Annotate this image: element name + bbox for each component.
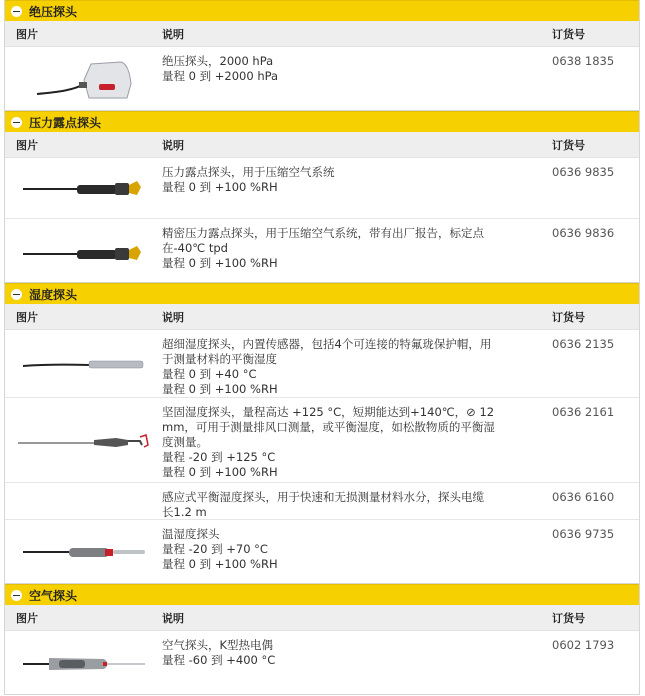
description-line: mm，可用于测量排风口测量，或平衡湿度，如松散物质的平衡湿	[162, 420, 495, 434]
order-number: 0602 1793	[552, 638, 615, 652]
description-line: 精密压力露点探头，用于压缩空气系统，带有出厂报告，标定点	[162, 226, 484, 240]
description-line: 坚固湿度探头，量程高达 +125 °C，短期能达到+140℃，⊘ 12	[162, 405, 495, 419]
order-number: 0636 9836	[552, 226, 615, 240]
section-humidity-probe	[4, 283, 640, 584]
table-row	[5, 520, 639, 583]
dewpoint-probe-image	[19, 173, 149, 203]
section-pressure-dewpoint-probe	[4, 111, 640, 283]
description-line: 度测量。	[162, 435, 208, 449]
product-image	[5, 398, 162, 482]
description-line: 绝压探头，2000 hPa	[162, 54, 274, 68]
description-line: 在-40℃ tpd	[162, 241, 228, 255]
description	[162, 520, 542, 583]
table-header	[5, 304, 639, 330]
description-line: 超细湿度探头，内置传感器，包括4个可连接的特氟珑保护帽，用	[162, 337, 492, 351]
col-desc-header: 说明	[162, 138, 184, 152]
description-line: 量程 0 到 +100 %RH	[162, 180, 278, 194]
order-number: 0636 6160	[552, 490, 615, 504]
table-header	[5, 21, 639, 47]
product-image	[5, 520, 162, 583]
product-image	[5, 631, 162, 694]
precision-dewpoint-probe-image	[19, 236, 149, 266]
table-row	[5, 398, 639, 483]
description-line: 感应式平衡湿度探头，用于快速和无损测量材料水分，探头电缆	[162, 490, 484, 504]
order-number: 0636 2135	[552, 337, 615, 351]
table-header	[5, 605, 639, 631]
description-line: 温湿度探头	[162, 527, 220, 541]
product-image	[5, 47, 162, 110]
table-row	[5, 219, 639, 282]
product-image	[5, 219, 162, 282]
description-line: 空气探头，K型热电偶	[162, 638, 274, 652]
description-line: 长1.2 m	[162, 505, 207, 519]
col-desc-header: 说明	[162, 27, 184, 41]
description-line: 量程 0 到 +100 %RH	[162, 256, 278, 270]
table-row	[5, 631, 639, 694]
order-number: 0636 9835	[552, 165, 615, 179]
col-desc-header: 说明	[162, 611, 184, 625]
collapse-icon[interactable]	[11, 6, 22, 17]
section-absolute-pressure-probe	[4, 0, 640, 111]
description-line: 量程 0 到 +100 %RH	[162, 557, 278, 571]
description-line: 量程 0 到 +40 °C	[162, 367, 257, 381]
description	[162, 398, 542, 482]
description	[162, 47, 542, 110]
description-line: 量程 0 到 +100 %RH	[162, 465, 278, 479]
description-line: 量程 0 到 +2000 hPa	[162, 69, 279, 83]
col-desc-header: 说明	[162, 310, 184, 324]
col-order-header: 订货号	[552, 27, 585, 41]
description-line: 于测量材料的平衡湿度	[162, 352, 277, 366]
collapse-icon[interactable]	[11, 117, 22, 128]
col-order-header: 订货号	[552, 310, 585, 324]
product-image	[5, 158, 162, 218]
description-line: 量程 -60 到 +400 °C	[162, 653, 276, 667]
col-image-header: 图片	[16, 27, 38, 41]
description	[162, 330, 542, 397]
section-header[interactable]	[5, 283, 639, 304]
col-order-header: 订货号	[552, 611, 585, 625]
table-header	[5, 132, 639, 158]
temp-humidity-probe-image	[19, 540, 149, 564]
section-air-probe	[4, 584, 640, 695]
order-number: 0636 9735	[552, 527, 615, 541]
order-number: 0636 2161	[552, 405, 615, 419]
description-line: 量程 -20 到 +70 °C	[162, 542, 268, 556]
section-title: 绝压探头	[29, 4, 78, 19]
description-line: 压力露点探头，用于压缩空气系统	[162, 165, 335, 179]
collapse-icon[interactable]	[11, 289, 22, 300]
table-row	[5, 158, 639, 219]
absolute-pressure-probe-image	[29, 54, 139, 104]
product-image	[5, 483, 162, 519]
description	[162, 631, 542, 694]
col-image-header: 图片	[16, 611, 38, 625]
description	[162, 483, 542, 519]
section-header[interactable]	[5, 0, 639, 21]
product-image	[5, 330, 162, 397]
section-title: 压力露点探头	[29, 115, 102, 130]
description-line: 量程 -20 到 +125 °C	[162, 450, 276, 464]
description	[162, 219, 542, 282]
section-header[interactable]	[5, 584, 639, 605]
section-header[interactable]	[5, 111, 639, 132]
col-order-header: 订货号	[552, 138, 585, 152]
slim-humidity-probe-image	[19, 352, 149, 376]
collapse-icon[interactable]	[11, 590, 22, 601]
description	[162, 158, 542, 218]
air-probe-image	[19, 648, 149, 678]
description-line: 量程 0 到 +100 %RH	[162, 382, 278, 396]
order-number: 0638 1835	[552, 54, 615, 68]
robust-humidity-probe-image	[16, 425, 152, 455]
section-title: 湿度探头	[29, 287, 78, 302]
col-image-header: 图片	[16, 310, 38, 324]
section-title: 空气探头	[29, 588, 78, 603]
table-row	[5, 47, 639, 110]
table-row	[5, 483, 639, 520]
table-row	[5, 330, 639, 398]
col-image-header: 图片	[16, 138, 38, 152]
